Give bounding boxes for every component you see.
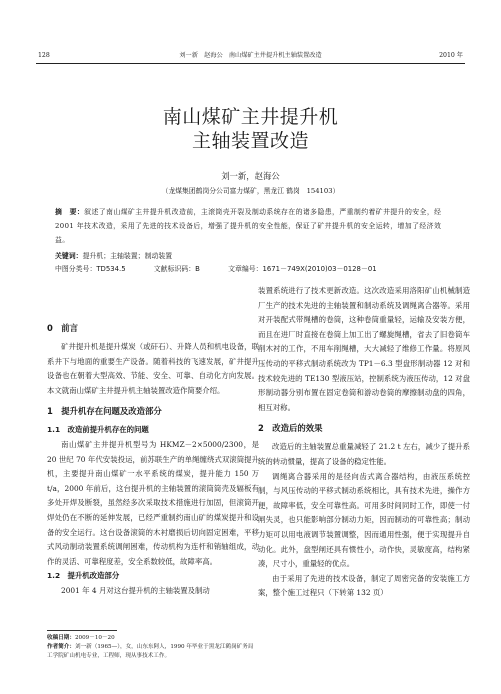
paragraph: 装置系统进行了技术更新改造。这次改造采用洛阳矿山机械制造厂生产的技术先进的主轴装置和制动系统及调绳离合器等。采用对开装配式带绳槽的卷筒，这种卷筒重量轻，运输及安装方便，而且在进厂时直接在卷筒上加工出了螺旋绳槽，省去了旧卷筒车削木衬的工作，不用车削绳槽，大大减轻了维修工作量。将原风压传动的平移式制动系统改为 TP1－6.3 型盘形制动器 12 对和技术较先进的 TE130 型液压站，控制系统为液压传动，12 对盘形制动器分别布置在固定卷筒和游动卷筒的摩擦制动盘的四角，相互对称。 (258, 286, 470, 412)
running-title: 刘一新 赵海公 南山煤矿主井提升机主轴装置改造 (179, 52, 322, 59)
author-bio: 刘一新（1965—），女，山东东阿人，1990 年毕业于黑龙江鹤岗矿务局工学院矿山机电专业，工程师，现从事技术工作。 (47, 644, 254, 659)
document-code: 文献标识码：B (153, 265, 200, 273)
running-header (36, 50, 465, 62)
footnote (47, 634, 257, 661)
classification-line (55, 263, 449, 276)
subsection-heading-retrofit: 1.2 提升机改造部分 (47, 571, 120, 581)
keywords (55, 250, 449, 263)
paragraph: 调绳离合器采用的是径向齿式离合器结构，由液压系统控制，与风压传动的平移式制动系统相比，具有技术先进，操作方便，故障率低，安全可靠性高。可用多时间同时工作，即使一付闸失灵，也只能影响部分制动力矩，因而制动的可靠性高；制动力矩可以用电液调节装置调整，因而通用性强，便于实现提升自动化。此外，盘型闸还具有惯性小，动作快，灵敏度高，结构紧凑，尺寸小，重量轻的优点。 (258, 471, 470, 569)
header-rule (36, 63, 465, 64)
author-bio-label: 作者简介： (47, 644, 75, 650)
paper-title-line-1: 南山煤矿主井提升机 (162, 106, 339, 128)
keywords-text: 提升机；主轴装置；制动装置 (82, 252, 173, 260)
received-date: 2009－10－20 (74, 635, 115, 641)
keywords-label: 关键词： (55, 252, 83, 260)
paragraph: 由于采用了先进的技术设备，制定了周密完备的安装施工方案，整个施工过程只（下转第 132 页） (258, 573, 470, 598)
paper-title-line-2: 主轴装置改造 (191, 130, 309, 152)
paragraph: 2001 年 4 月对这台提升机的主轴装置及制动 (61, 585, 210, 595)
footnote-rule (47, 630, 117, 631)
page-number: 128 (38, 52, 50, 59)
subsection-heading-existing-problems: 1.1 改造前提升机存在的问题 (47, 425, 149, 435)
section-heading-intro: 0 前言 (47, 323, 78, 333)
abstract-text: 叙述了南山煤矿主井提升机改造前，主滚筒壳开裂及制动系统存在的诸多隐患，严重制约着矿井提升的安全，经 2001 年技术改造，采用了先进的技术设备后，增强了提升机的安全性能，保证了矿井提升机的安全运转，增加了经济效益。 (55, 208, 442, 244)
affiliation: （龙煤集团鹤岗分公司富力煤矿，黑龙江 鹤岗 154103） (161, 187, 340, 195)
paragraph: 矿井提升机是提升煤炭（或矸石）、升降人员和机电设备，联系井下与地面的重要生产设备。随着科技的飞速发展，矿井提升设备也在朝着大型高效、节能、安全、可靠、自动化方向发展。本文就南山煤矿主井提升机主轴装置改造作简要介绍。 (47, 342, 259, 395)
abstract (55, 205, 449, 247)
paragraph: 改造后的主轴装置总重量减轻了 21.2 t 左右，减少了提升系统的转动惯量，提高了设备的稳定性能。 (258, 442, 470, 466)
received-label: 收稿日期： (47, 635, 75, 641)
section-heading-results: 2 改造后的效果 (258, 423, 323, 434)
journal-year: 2010 年 (439, 52, 463, 59)
section-heading-problems: 1 提升机存在问题及改造部分 (47, 406, 162, 417)
abstract-label: 摘 要： (55, 208, 85, 216)
right-column (258, 284, 470, 601)
left-column (47, 315, 259, 599)
paragraph: 南山煤矿主井提升机型号为 HKMZ－2×5000/2300，是 20 世纪 70 年代安装投运，前苏联生产的单绳缠绕式双滚筒提升机，主要提升南山煤矿一水平系统的煤炭，提升能力 150 万 t/a，2000 年前后，这台提升机的主轴装置的滚筒筒壳及辐板有多处开焊及断裂，虽然经多次采取技术措施进行加固，但滚筒开焊处仍在不断的延伸发展，已经严重制约南山矿的煤炭提升和设备的安全运行。这台设备滚筒的木衬磨损后切向固定困难，平移式风动制动装置系统调闸困难，传动机构为连杆和销轴组成，动作的灵活、可靠程度差，安全系数较低，故障率高。 (47, 439, 259, 566)
clc-number: 中图分类号：TD534.5 (55, 265, 126, 273)
article-id: 文章编号：1671－749X(2010)03－0128－01 (228, 265, 377, 273)
authors: 刘一新，赵海公 (221, 171, 280, 181)
